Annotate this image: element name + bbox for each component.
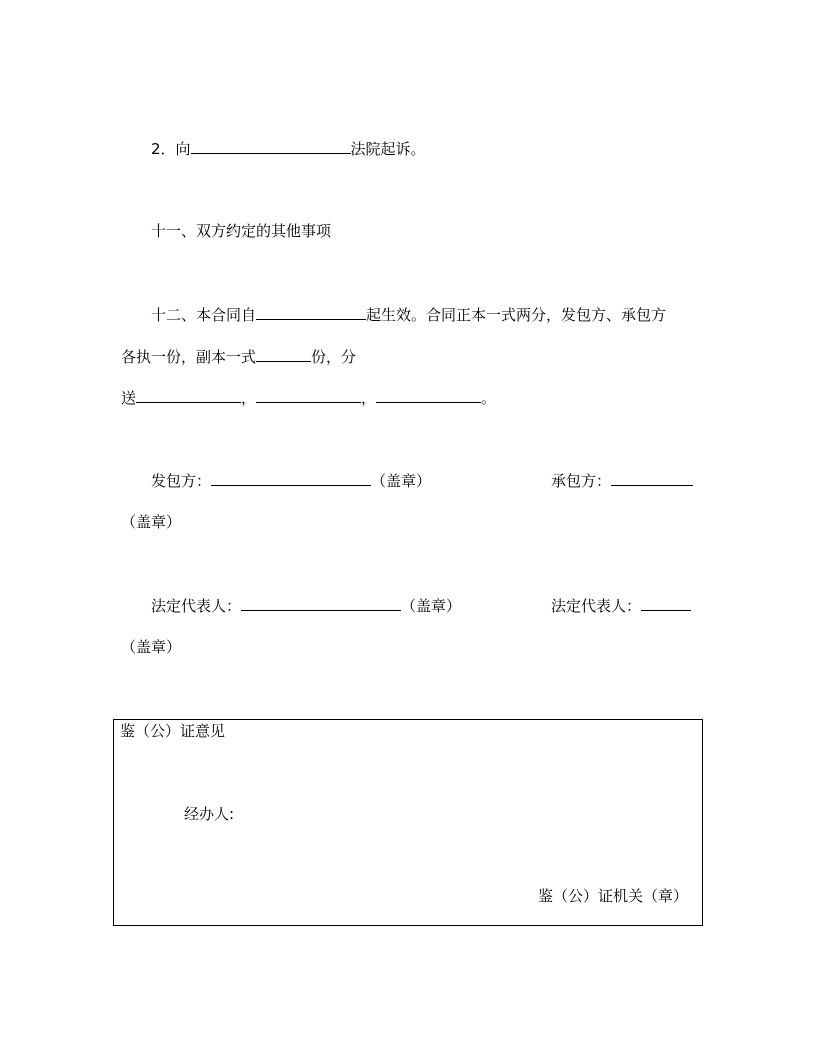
separator-2: ，	[361, 389, 377, 407]
legal-rep-2-blank[interactable]	[641, 595, 691, 611]
employer-label: 发包方：	[151, 472, 212, 490]
effective-date-blank[interactable]	[256, 304, 366, 320]
employer-seal: （盖章）	[371, 472, 432, 490]
legal-rep-1-seal: （盖章）	[401, 597, 462, 615]
clause-11-text: 十一、双方约定的其他事项	[151, 222, 332, 240]
handler-label: 经办人:	[184, 805, 235, 823]
recipient-1-blank[interactable]	[136, 387, 241, 403]
clause-12-line2-part2: 份，分	[311, 348, 357, 366]
court-name-blank[interactable]	[191, 138, 351, 154]
contractor-seal-line	[121, 512, 181, 532]
employer-blank[interactable]	[211, 470, 371, 486]
notary-title: 鉴（公）证意见	[120, 722, 226, 740]
recipient-2-blank[interactable]	[256, 387, 361, 403]
contractor-seal: （盖章）	[121, 513, 182, 531]
separator-1: ，	[241, 389, 257, 407]
legal-rep-2-seal-line	[121, 637, 181, 657]
clause-2-suffix: 法院起诉。	[350, 140, 426, 158]
clause-2-prefix: 2．向	[151, 140, 191, 158]
clause-12-part1: 十二、本合同自	[151, 306, 257, 324]
notary-opinion-box	[113, 719, 703, 926]
clause-12-send-prefix: 送	[121, 389, 137, 407]
legal-rep-1-label: 法定代表人：	[151, 597, 242, 615]
legal-rep-1-signature	[151, 595, 461, 616]
clause-12-line-1	[151, 304, 666, 325]
legal-rep-2-seal: （盖章）	[121, 638, 182, 656]
legal-rep-2-label: 法定代表人：	[551, 597, 642, 615]
legal-rep-1-blank[interactable]	[241, 595, 401, 611]
clause-12-part2: 起生效。合同正本一式两分，发包方、承包方	[366, 306, 667, 324]
notary-authority-seal: 鉴（公）证机关（章）	[537, 887, 688, 905]
clause-2	[151, 138, 426, 159]
clause-11	[151, 221, 331, 241]
legal-rep-2-signature	[551, 595, 691, 616]
contractor-label: 承包方：	[551, 472, 612, 490]
clause-12-line2-part1: 各执一份，副本一式	[121, 348, 257, 366]
recipient-3-blank[interactable]	[376, 387, 481, 403]
clause-12-line-3	[121, 387, 496, 408]
clause-12-line-2	[121, 346, 356, 367]
contractor-blank[interactable]	[611, 470, 693, 486]
clause-12-end: 。	[481, 389, 497, 407]
employer-signature	[151, 470, 431, 491]
copy-count-blank[interactable]	[256, 346, 311, 362]
contractor-signature	[551, 470, 693, 491]
